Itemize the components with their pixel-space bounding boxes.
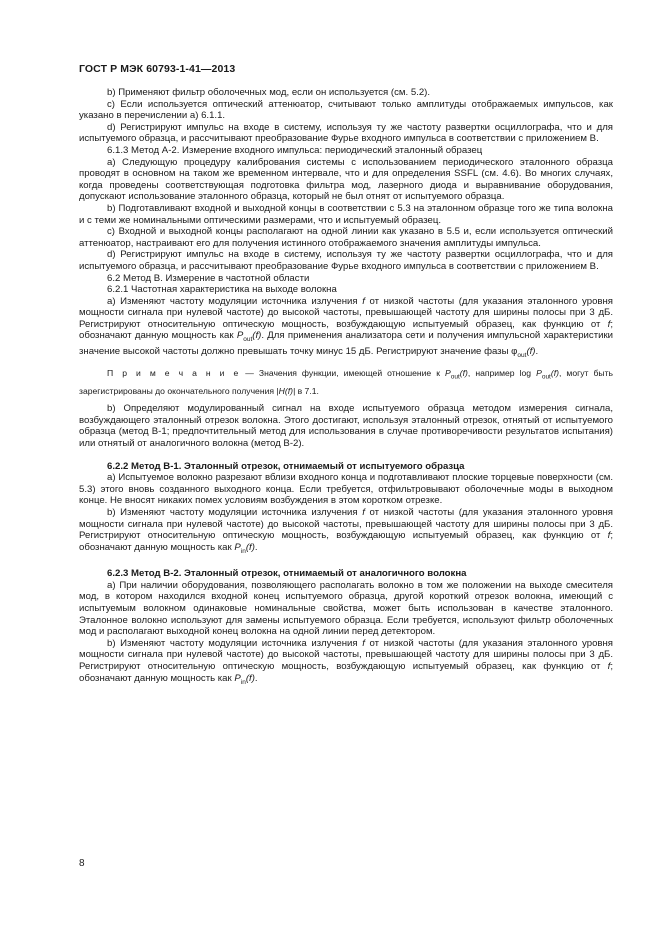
paragraph: d) Регистрируют импульс на входе в систему, используя ту же частоту развертки осциллографа, что и для испытуемого образца, и рассчитывают преобразование Фурье входного импульса в соответствии с приложением В. (79, 249, 613, 272)
paragraph-6-2-2-b: b) Изменяют частоту модуляции источника излучения f от низкой частоты (для указания эталонного уровня мощности сигнала при нулевой частоте) до высокой частоты, превышающей частоту для ширины полосы при 3 дБ. Регистрируют относительную оптическую мощность, возбуждающую испытуемый образец, как функцию от f; обозначают данную мощность как $P_{in}(f)$. (79, 506, 613, 555)
paragraph: c) Входной и выходной концы располагают на одной линии как указано в 5.5 и, если используется оптический аттенюатор, настраивают его для получения истинного отображаемого значения амплитуды импульса. (79, 226, 613, 249)
section-6-2-2-heading: 6.2.2 Метод В-1. Эталонный отрезок, отнимаемый от испытуемого образца (107, 460, 465, 472)
paragraph-6-2-2-a: a) Испытуемое волокно разрезают вблизи входного конца и подготавливают плоские торцевые поверхности (см. 5.3) этого вновь созданного выходного конца. Если требуется, отфильтровывают оболочечные моды в выходном конце. Не вносят никаких помех условиям возбуждения в этом коротком отрезке. (79, 472, 613, 507)
page-number: 8 (79, 858, 85, 869)
paragraph: a) Следующую процедуру калибрования системы с использованием периодического эталонного образца проводят в основном на таком же временном интервале, что и для определения SSFL (см. 4.6). Во многих случаях, когда проведены соответствующая подготовка фильтра мод, лазерного диода и выравнивание оборудования, допускают использование эталонного образца, который не был отнят от испытуемого образца. (79, 156, 613, 203)
section-heading: 6.2 Метод В. Измерение в частотной области (107, 272, 310, 284)
paragraph: b) Применяют фильтр оболочечных мод, если он используется (см. 5.2). (107, 87, 431, 98)
paragraph-6-2-3-b: b) Изменяют частоту модуляции источника излучения f от низкой частоты (для указания эталонного уровня мощности сигнала при нулевой частоте) до высокой частоты, превышающей частоту для ширины полосы при 3 дБ. Регистрируют относительную оптическую мощность, возбуждающую испытуемый образец, как функцию от f; обозначают данную мощность как $P_{in}(f)$. (79, 637, 613, 686)
paragraph-6-2-1-b: b) Определяют модулированный сигнал на входе испытуемого образца методом измерения сигнала, возбуждающего эталонный отрезок волокна. Этого достигают, используя эталонный отрезок, отнятый от испытуемого образца (метод В-1; предпочтительный метод для использования в случае противоречивости результатов испытания) или отнятый от аналогичного волокна (метод В-2). (79, 403, 613, 449)
subsection-heading: 6.2.1 Частотная характеристика на выходе волокна (107, 284, 337, 296)
paragraph-6-2-3-a: a) При наличии оборудования, позволяющего располагать волокно в том же положении на выходе смесителя мод, в котором находился входной конец испытуемого образца, другой короткий отрезок волокна, имеющий с испытуемым волокном одинаковые номинальные свойства, может быть использован в качестве эталонного. Эталонное волокно используют для замены испытуемого образца. Если требуется, используют фильтр оболочечных мод и располагают выходной конец волокна на одной линии перед детектором. (79, 579, 613, 638)
section-6-2-3-heading: 6.2.3 Метод В-2. Эталонный отрезок, отнимаемый от аналогичного волокна (107, 568, 467, 580)
note: П р и м е ч а н и е — Значения функции, имеющей отношение к $P_{out}(f)$, например $\log P_{out}(f)$, могут быть зарегистрированы до окончательного получения |H(f)| в 7.1. (79, 368, 614, 396)
subsection-heading: 6.1.3 Метод А-2. Измерение входного импульса: периодический эталонный образец (107, 144, 483, 156)
paragraph: b) Подготавливают входной и выходной концы в соответствии с 5.3 на эталонном образце того же типа волокна и с теми же номинальными оптическими размерами, что и испытуемый образец. (79, 202, 613, 226)
paragraph: c) Если используется оптический аттенюатор, считывают только амплитуды отображаемых импульсов, как указано в перечислении a) 6.1.1. (79, 98, 613, 122)
document-body (79, 87, 613, 688)
paragraph: d) Регистрируют импульс на входе в систему, используя ту же частоту развертки осциллографа, что и для испытуемого образца, и рассчитывают преобразование Фурье входного импульса в соответствии с приложением В. (79, 121, 613, 145)
paragraph-6-2-1-a: a) Изменяют частоту модуляции источника излучения f от низкой частоты (для указания эталонного уровня мощности сигнала при нулевой частоте) до высокой частоты, превышающей частоту для ширины полосы при 3 дБ. Регистрируют относительную оптическую мощность, возбуждающую испытуемый образец, как функцию от f; обозначают данную мощность как $P_{out}(f)$. Для применения анализатора сети и получения импульсной характеристики значение высокой частоты должно превышать точку минус 15 дБ. Регистрируют значение фазы $\varphi_{out}(f)$. (79, 295, 613, 359)
document-header: ГОСТ Р МЭК 60793-1-41—2013 (79, 63, 236, 75)
